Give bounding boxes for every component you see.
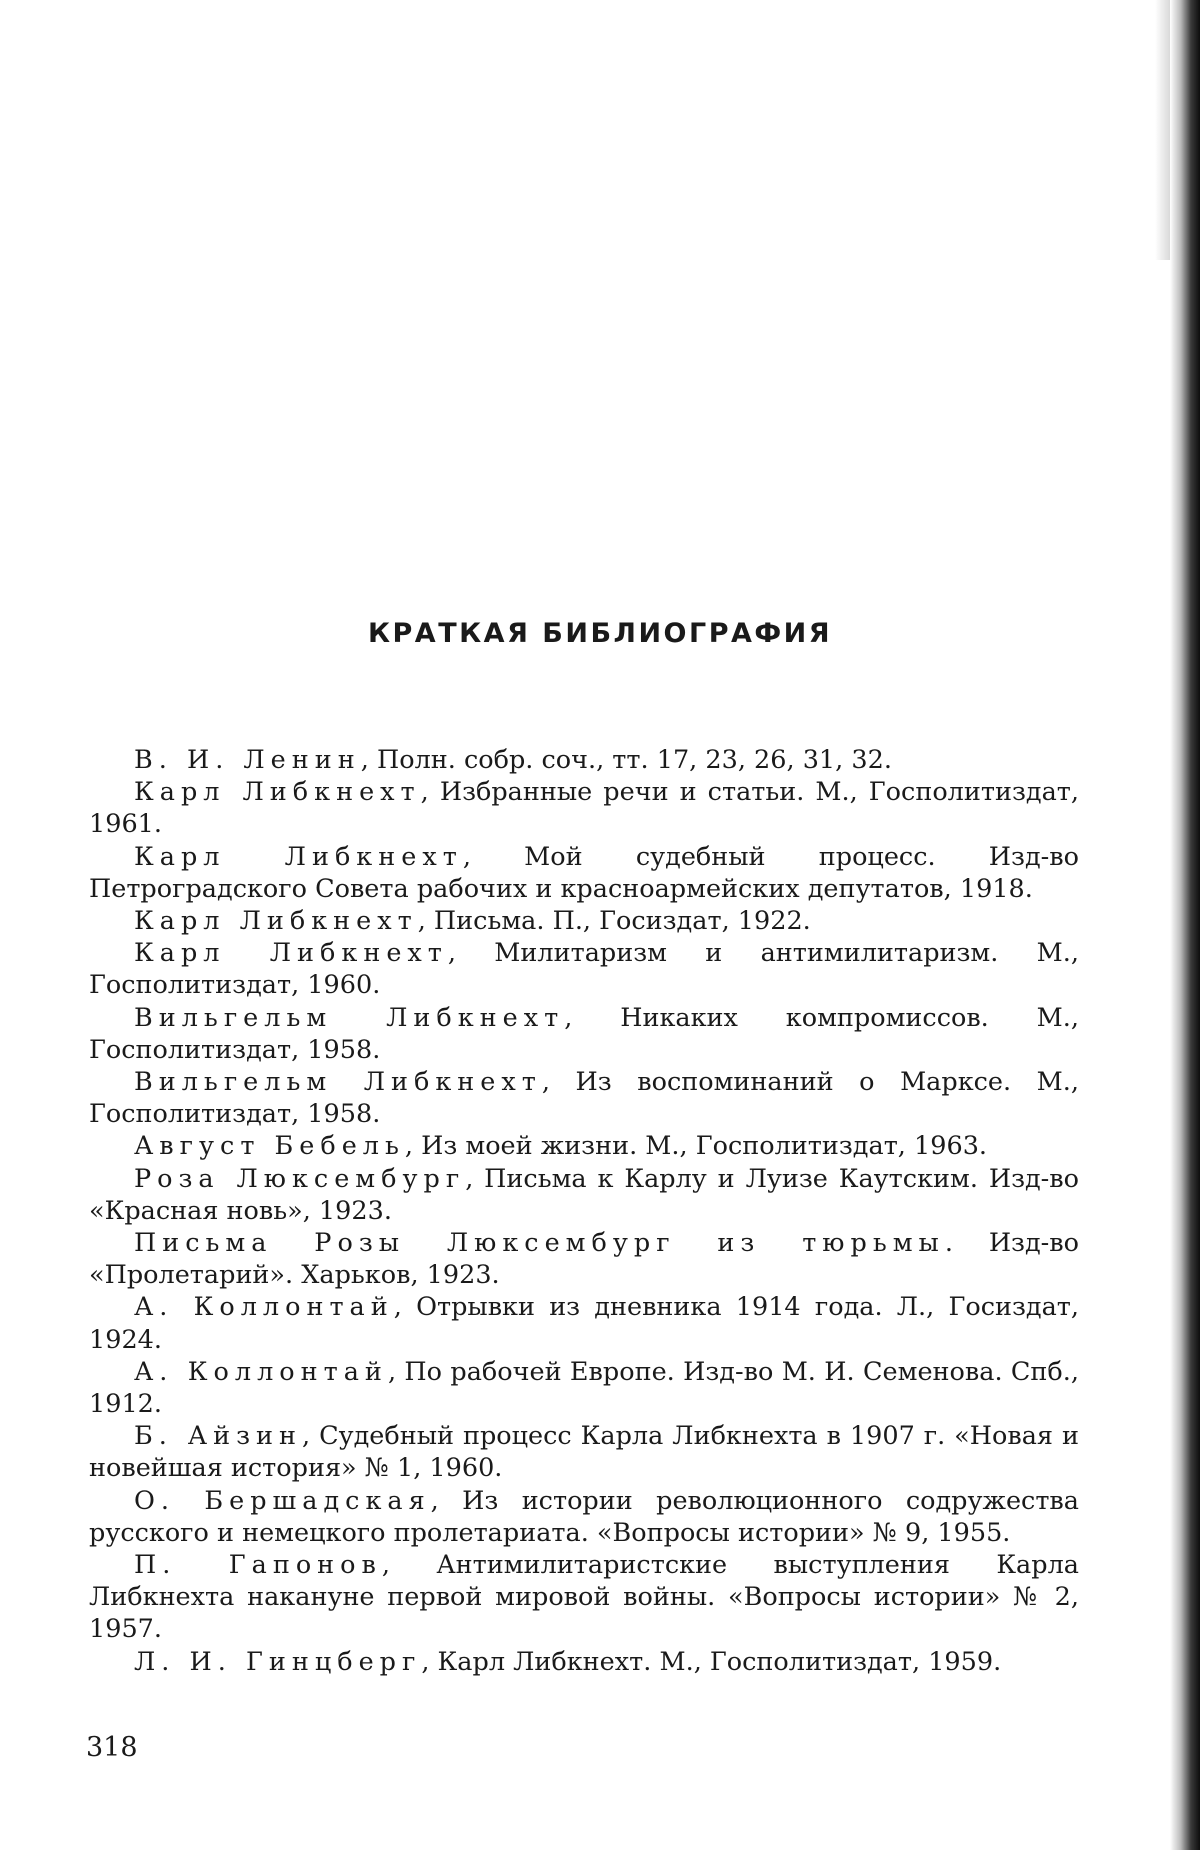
bibliography-entry — [89, 776, 1079, 840]
entry-text: , Никаких компромиссов. М., Госполитиздат, 1958. — [89, 1002, 1079, 1065]
entry-author: П. Гапонов — [134, 1550, 382, 1581]
entry-author: Вильгельм Либкнехт — [134, 1002, 565, 1033]
entry-author: Карл Либкнехт — [134, 906, 418, 937]
entry-text: . Изд-во «Пролетарий». Харьков, 1923. — [89, 1228, 1079, 1291]
scan-gutter-shadow — [1170, 0, 1200, 1850]
bibliography-entry — [89, 1130, 1079, 1162]
bibliography-entry — [89, 1066, 1079, 1130]
entry-author: Август Бебель — [134, 1131, 405, 1162]
entry-author: Роза Люксембург — [134, 1163, 466, 1194]
entry-author: Письма Розы Люксембург из тюрьмы — [134, 1228, 945, 1259]
bibliography-entry — [89, 905, 1079, 937]
bibliography-entry — [89, 1485, 1079, 1549]
entry-text: , Письма к Карлу и Луизе Каутским. Изд-во «Красная новь», 1923. — [89, 1163, 1080, 1226]
entry-author: О. Бершадская — [134, 1485, 431, 1516]
bibliography-entry — [89, 1420, 1079, 1484]
entry-text: , Антимилитаристские выступления Карла Либкнехта накануне первой мировой войны. «Вопросы истории» № 2, 1957. — [89, 1550, 1079, 1645]
entry-author: Вильгельм Либкнехт — [134, 1067, 542, 1098]
entry-text: , Судебный процесс Карла Либкнехта в 1907 г. «Новая и новейшая история» № 1, 1960. — [89, 1421, 1079, 1484]
entry-author: Карл Либкнехт — [134, 777, 421, 808]
entry-author: В. И. Ленин — [134, 745, 361, 775]
bibliography-entry — [89, 1356, 1079, 1420]
entry-author: Л. И. Гинцберг — [134, 1646, 422, 1677]
bibliography-entry — [89, 841, 1079, 905]
entry-text: , Милитаризм и антимилитаризм. М., Госполитиздат, 1960. — [89, 938, 1079, 1001]
bibliography-entry — [89, 1646, 1079, 1678]
entry-text: , Избранные речи и статьи. М., Госполитиздат, 1961. — [89, 777, 1079, 840]
bibliography-entry — [89, 1002, 1079, 1066]
entry-author: А. Коллонтай — [134, 1292, 394, 1323]
entry-text: , Полн. собр. соч., тт. 17, 23, 26, 31, 32. — [360, 745, 892, 775]
page-heading: КРАТКАЯ БИБЛИОГРАФИЯ — [367, 618, 833, 649]
bibliography-entry — [89, 1549, 1079, 1646]
entry-text: , Из воспоминаний о Марксе. М., Госполитиздат, 1958. — [89, 1067, 1079, 1130]
entry-text: , Из моей жизни. М., Госполитиздат, 1963. — [404, 1131, 988, 1162]
bibliography-list — [89, 744, 1079, 1678]
entry-text: , Из истории революционного содружества русского и немецкого пролетариата. «Вопросы истории» № 9, 1955. — [89, 1485, 1079, 1548]
bibliography-entry — [89, 744, 1079, 776]
entry-author: Карл Либкнехт — [134, 841, 463, 872]
bibliography-entry — [89, 1163, 1079, 1227]
bibliography-entry — [89, 937, 1079, 1001]
bibliography-entry — [89, 1291, 1079, 1355]
entry-text: , Карл Либкнехт. М., Госполитиздат, 1959. — [421, 1646, 1002, 1677]
entry-author: А. Коллонтай — [134, 1356, 388, 1387]
entry-text: , По рабочей Европе. Изд-во М. И. Семенова. Спб., 1912. — [89, 1356, 1079, 1420]
entry-author: Б. Айзин — [134, 1421, 303, 1452]
page-number: 318 — [86, 1732, 138, 1763]
entry-text: , Письма. П., Госиздат, 1922. — [417, 906, 811, 937]
entry-text: , Мой судебный процесс. Изд-во Петроградского Совета рабочих и красноармейских депутатов, 1918. — [89, 841, 1079, 904]
entry-text: , Отрывки из дневника 1914 года. Л., Госиздат, 1924. — [89, 1292, 1080, 1355]
bibliography-entry — [89, 1227, 1079, 1291]
entry-author: Карл Либкнехт — [134, 938, 448, 969]
